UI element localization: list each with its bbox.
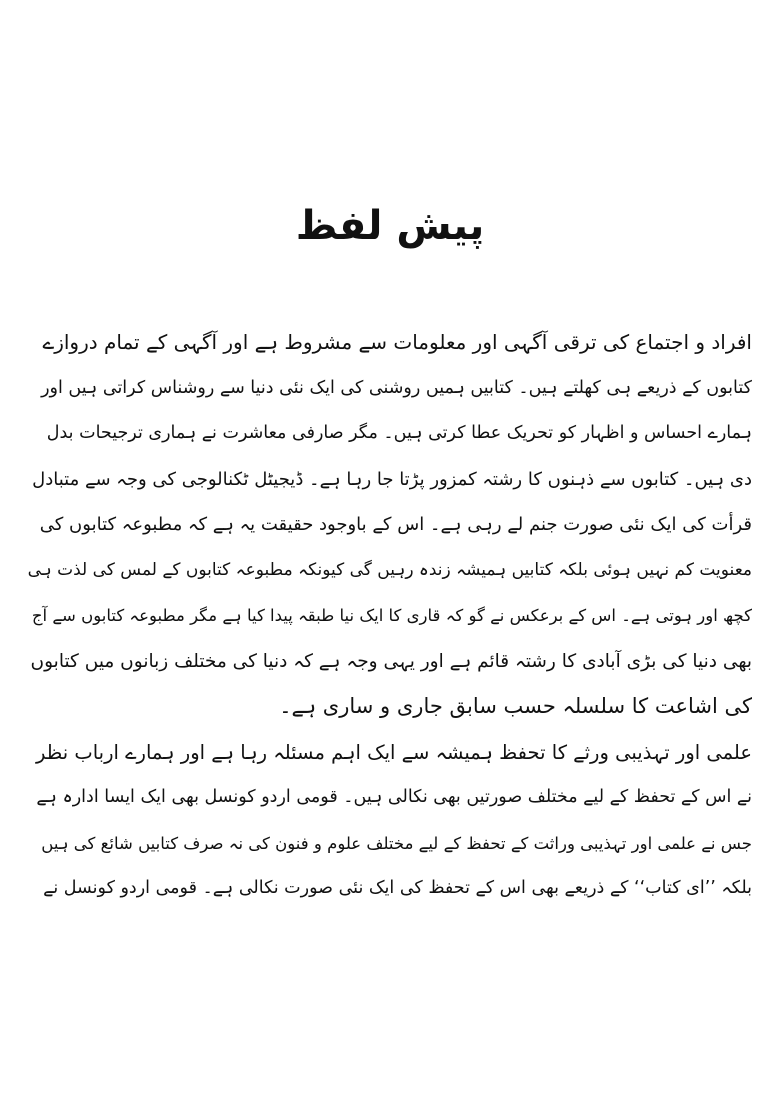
text-line: دی ہیں۔ کتابوں سے ذہنوں کا رشتہ کمزور پڑتا جا رہا ہے۔ ڈیجیٹل ٹکنالوجی کی وجہ سے متبادل <box>32 468 752 490</box>
text-line: کچھ اور ہوتی ہے۔ اس کے برعکس نے گو کہ قاری کا ایک نیا طبقہ پیدا کیا ہے مگر مطبوعہ کتابوں سے آج <box>31 606 752 625</box>
text-line: بلکہ ’’ای کتاب‘‘ کے ذریعے بھی اس کے تحفظ کی ایک نئی صورت نکالی ہے۔ قومی اردو کونسل نے <box>43 878 752 898</box>
text-line: افراد و اجتماع کی ترقی آگہی اور معلومات سے مشروط ہے اور آگہی کے تمام دروازے <box>42 330 752 354</box>
text-line: بھی دنیا کی بڑی آبادی کا رشتہ قائم ہے اور یہی وجہ ہے کہ دنیا کی مختلف زبانوں میں کتابوں <box>30 650 752 672</box>
text-line: علمی اور تہذیبی ورثے کا تحفظ ہمیشہ سے ایک اہم مسئلہ رہا ہے اور ہمارے ارباب نظر <box>35 740 752 764</box>
text-line: معنویت کم نہیں ہوئی بلکہ کتابیں ہمیشہ زندہ رہیں گی کیونکہ مطبوعہ کتابوں کے لمس کی لذت ہی <box>28 559 752 580</box>
text-line: ہمارے احساس و اظہار کو تحریک عطا کرتی ہیں۔ مگر صارفی معاشرت نے ہماری ترجیحات بدل <box>46 423 752 443</box>
page-title: پیش لفظ <box>295 203 485 249</box>
text-line: جس نے علمی اور تہذیبی وراثت کے تحفظ کے لیے مختلف علوم و فنون کی نہ صرف کتابیں شائع کی ہیں <box>41 833 752 853</box>
text-line: قرأت کی ایک نئی صورت جنم لے رہی ہے۔ اس کے باوجود حقیقت یہ ہے کہ مطبوعہ کتابوں کی <box>39 514 752 535</box>
body-text <box>28 320 752 912</box>
text-line: نے اس کے تحفظ کے لیے مختلف صورتیں بھی نکالی ہیں۔ قومی اردو کونسل بھی ایک ایسا ادارہ ہے <box>36 787 752 807</box>
text-line: کی اشاعت کا سلسلہ حسب سابق جاری و ساری ہے۔ <box>279 694 752 718</box>
text-line: کتابوں کے ذریعے ہی کھلتے ہیں۔ کتابیں ہمیں روشنی کی ایک نئی دنیا سے روشناس کراتی ہیں اور <box>41 377 752 398</box>
